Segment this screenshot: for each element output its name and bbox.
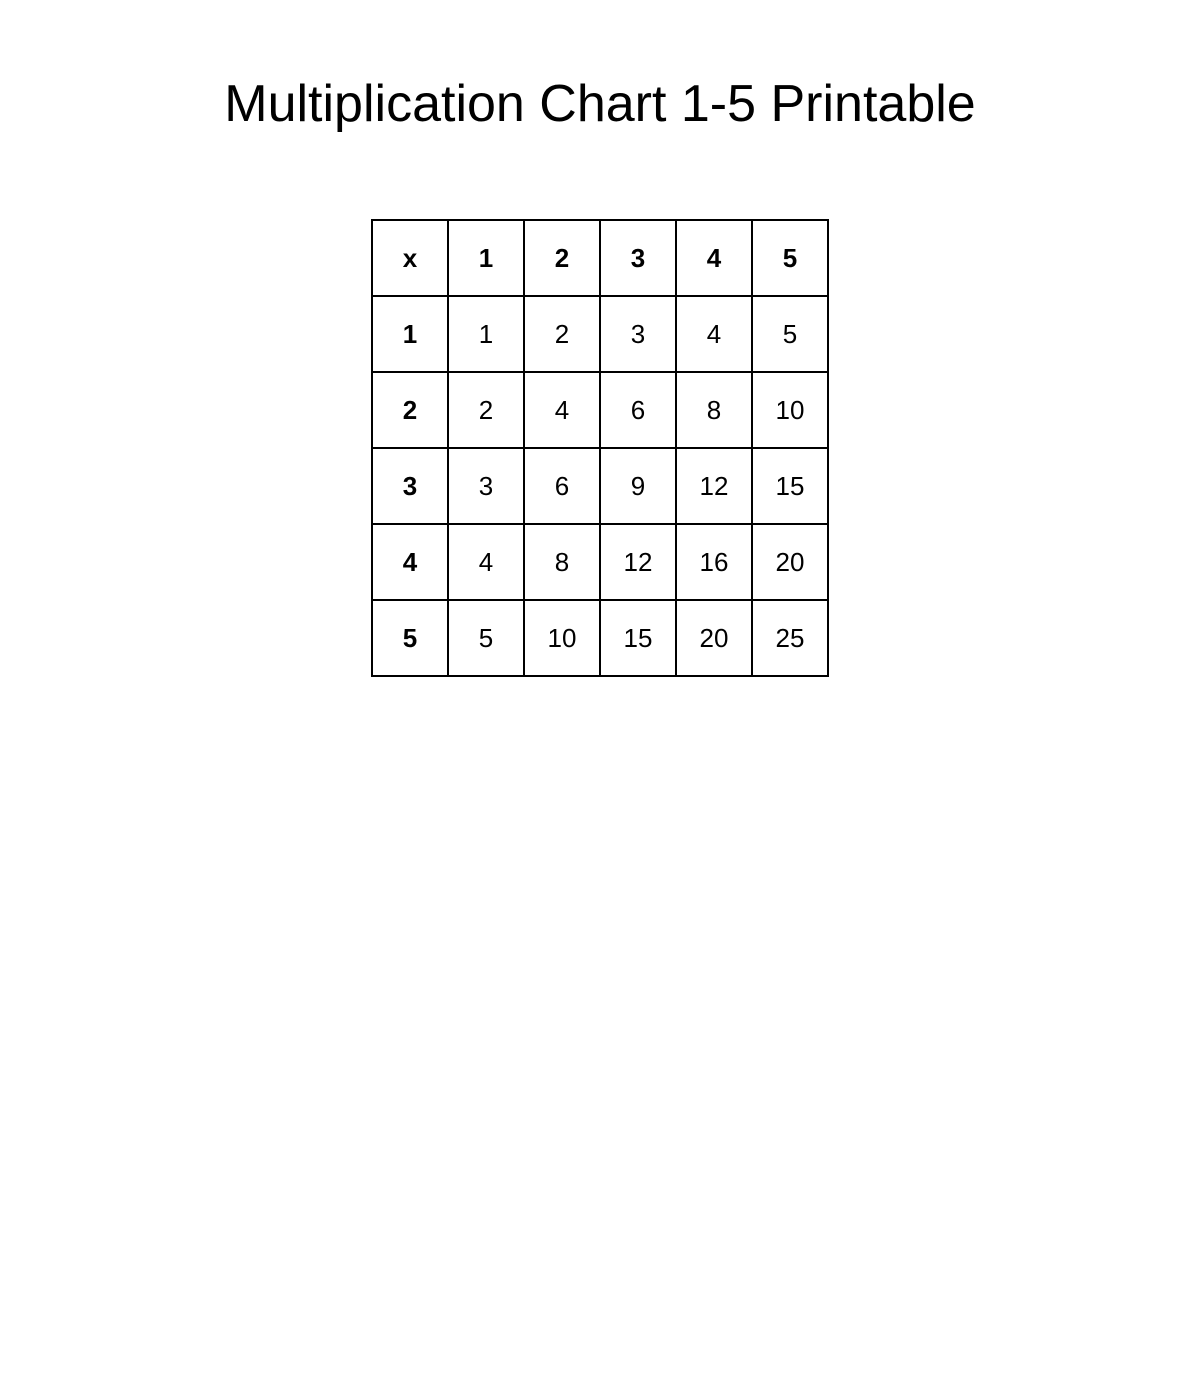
row-header-cell: 5: [372, 600, 448, 676]
page-title: Multiplication Chart 1-5 Printable: [224, 75, 976, 133]
table-row: [372, 524, 828, 600]
product-cell: 6: [524, 448, 600, 524]
product-cell: 9: [600, 448, 676, 524]
multiplication-table: [371, 219, 829, 677]
table-header-row: [372, 220, 828, 296]
column-header-cell: 4: [676, 220, 752, 296]
product-cell: 3: [600, 296, 676, 372]
product-cell: 8: [676, 372, 752, 448]
product-cell: 8: [524, 524, 600, 600]
table-row: [372, 296, 828, 372]
product-cell: 15: [752, 448, 828, 524]
product-cell: 1: [448, 296, 524, 372]
product-cell: 15: [600, 600, 676, 676]
product-cell: 6: [600, 372, 676, 448]
corner-header-cell: x: [372, 220, 448, 296]
product-cell: 4: [524, 372, 600, 448]
product-cell: 4: [676, 296, 752, 372]
product-cell: 2: [448, 372, 524, 448]
product-cell: 10: [524, 600, 600, 676]
row-header-cell: 2: [372, 372, 448, 448]
product-cell: 10: [752, 372, 828, 448]
column-header-cell: 2: [524, 220, 600, 296]
column-header-cell: 5: [752, 220, 828, 296]
product-cell: 5: [448, 600, 524, 676]
product-cell: 4: [448, 524, 524, 600]
table-row: [372, 600, 828, 676]
column-header-cell: 1: [448, 220, 524, 296]
row-header-cell: 3: [372, 448, 448, 524]
product-cell: 2: [524, 296, 600, 372]
row-header-cell: 4: [372, 524, 448, 600]
column-header-cell: 3: [600, 220, 676, 296]
product-cell: 20: [676, 600, 752, 676]
product-cell: 3: [448, 448, 524, 524]
product-cell: 12: [600, 524, 676, 600]
table-row: [372, 372, 828, 448]
table-row: [372, 448, 828, 524]
product-cell: 16: [676, 524, 752, 600]
product-cell: 12: [676, 448, 752, 524]
product-cell: 5: [752, 296, 828, 372]
product-cell: 25: [752, 600, 828, 676]
row-header-cell: 1: [372, 296, 448, 372]
product-cell: 20: [752, 524, 828, 600]
